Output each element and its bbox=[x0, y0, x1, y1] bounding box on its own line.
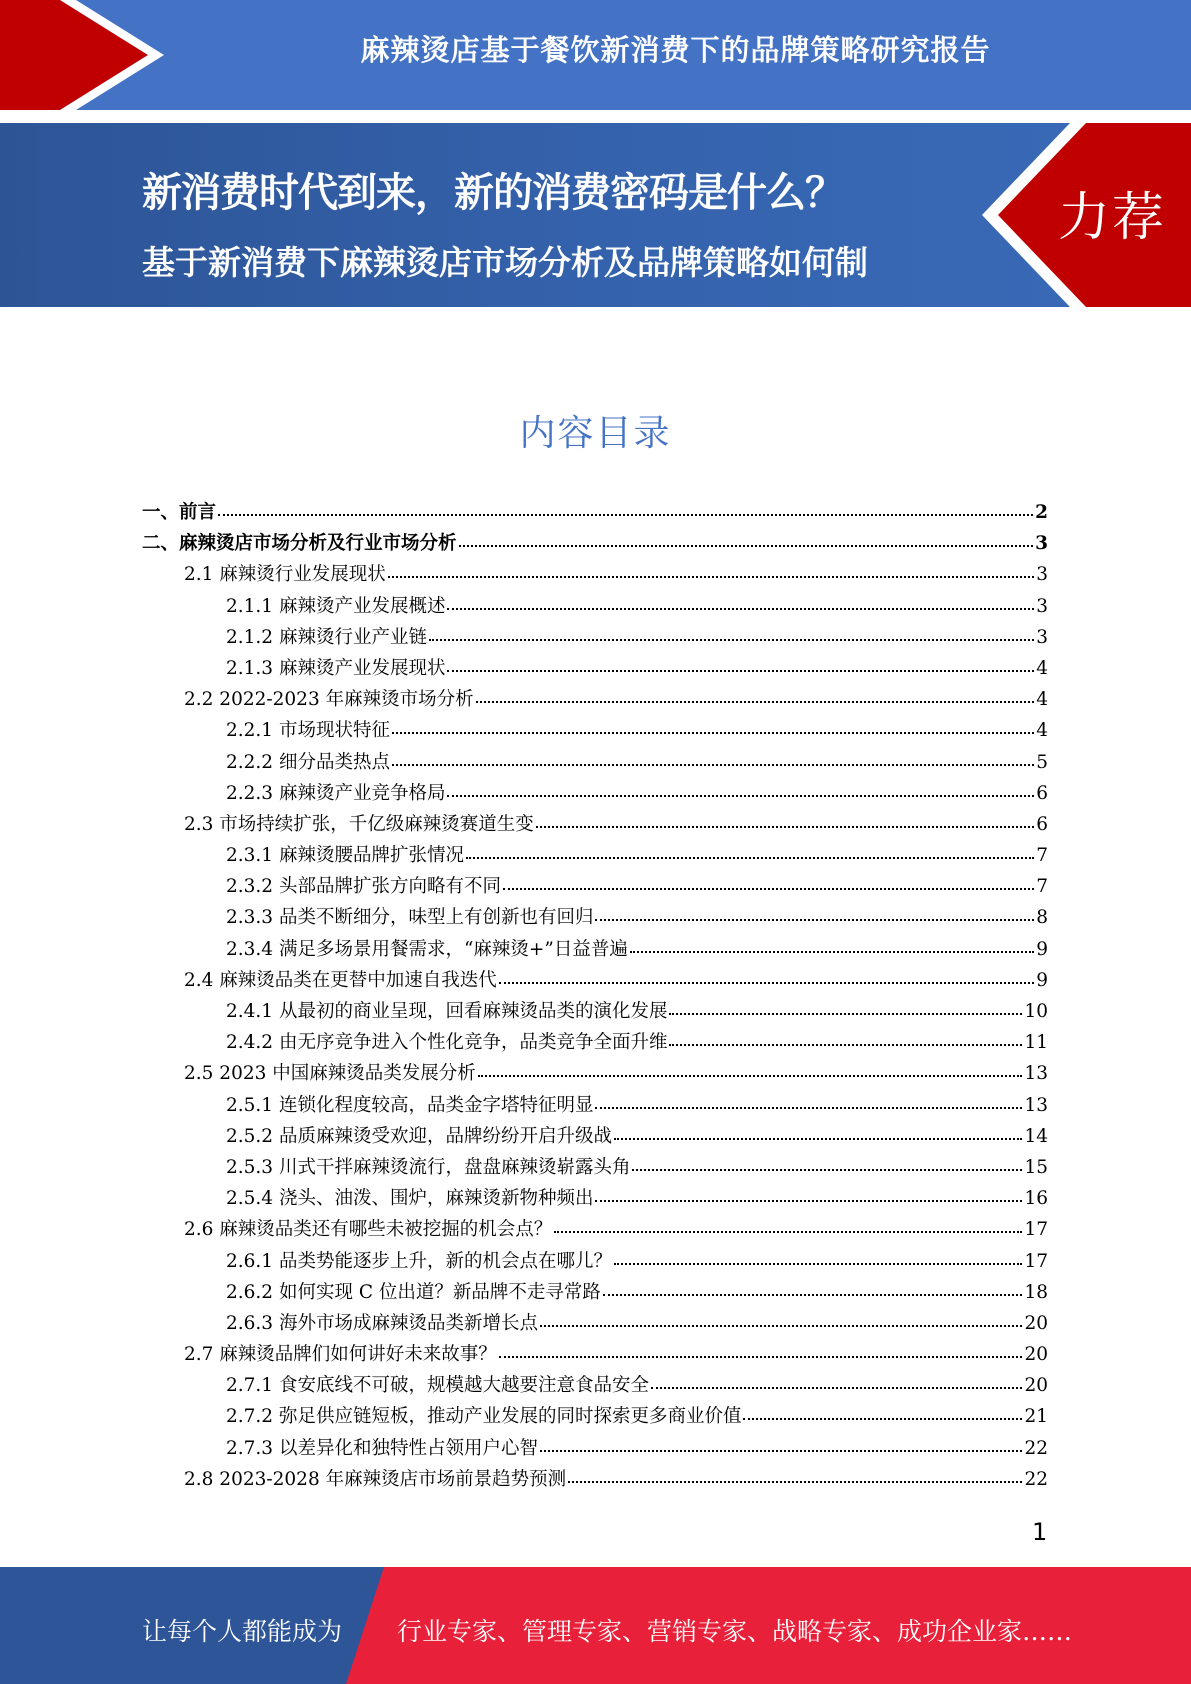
hero-subheadline: 基于新消费下麻辣烫店市场分析及品牌策略如何制定？？？ bbox=[142, 243, 868, 350]
toc-entry-text: 一、前言 bbox=[142, 502, 217, 523]
toc-entry-text: 2.5.3 川式干拌麻辣烫流行，盘盘麻辣烫崭露头角 bbox=[226, 1156, 631, 1178]
toc-entry-text: 2.2.3 麻辣烫产业竞争格局 bbox=[226, 782, 446, 804]
toc-entry-page: 4 bbox=[1036, 720, 1048, 742]
toc-entry[interactable] bbox=[142, 934, 1048, 965]
toc-leader-dots bbox=[536, 818, 1034, 828]
toc-entry-text: 2.3.2 头部品牌扩张方向略有不同 bbox=[226, 876, 501, 898]
toc-leader-dots bbox=[476, 693, 1035, 703]
toc-leader-dots bbox=[614, 1130, 1022, 1140]
toc-leader-dots bbox=[632, 1161, 1022, 1171]
toc-entry[interactable] bbox=[142, 1401, 1048, 1432]
toc-entry[interactable] bbox=[142, 1433, 1048, 1464]
toc-entry-text: 2.3.4 满足多场景用餐需求，“麻辣烫+”日益普遍 bbox=[226, 938, 628, 960]
toc-entry[interactable] bbox=[142, 965, 1048, 996]
toc-entry[interactable] bbox=[142, 1308, 1048, 1339]
toc-entry-page: 21 bbox=[1024, 1406, 1048, 1428]
toc-entry-text: 2.2 2022-2023 年麻辣烫市场分析 bbox=[184, 689, 474, 711]
toc-entry-text: 2.1 麻辣烫行业发展现状 bbox=[184, 564, 386, 586]
toc-entry-page: 9 bbox=[1036, 938, 1048, 960]
toc-entry-text: 2.3.1 麻辣烫腰品牌扩张情况 bbox=[226, 845, 464, 867]
toc-entry-page: 10 bbox=[1024, 1001, 1048, 1022]
toc-entry-page: 2 bbox=[1035, 502, 1048, 523]
toc-entry[interactable] bbox=[142, 497, 1048, 528]
toc-entry-text: 2.2.2 细分品类热点 bbox=[226, 751, 390, 773]
toc-leader-dots bbox=[459, 537, 1034, 547]
toc-entry[interactable] bbox=[142, 1370, 1048, 1401]
toc-entry-page: 20 bbox=[1024, 1312, 1048, 1334]
toc-leader-dots bbox=[614, 1255, 1022, 1265]
toc-entry[interactable] bbox=[142, 528, 1048, 559]
toc-leader-dots bbox=[540, 1442, 1022, 1452]
toc-leader-dots bbox=[499, 1348, 1023, 1358]
toc-entry-page: 17 bbox=[1024, 1219, 1048, 1241]
toc-entry-page: 3 bbox=[1036, 564, 1048, 586]
toc-leader-dots bbox=[478, 1067, 1023, 1077]
toc-entry-text: 2.6.1 品类势能逐步上升，新的机会点在哪儿？ bbox=[226, 1250, 612, 1272]
toc-entry-text: 2.1.3 麻辣烫产业发展现状 bbox=[226, 657, 446, 679]
toc-leader-dots bbox=[447, 662, 1034, 672]
toc-entry-text: 2.7 麻辣烫品牌们如何讲好未来故事？ bbox=[184, 1344, 497, 1366]
toc-entry-page: 13 bbox=[1024, 1094, 1048, 1116]
toc-entry-page: 11 bbox=[1024, 1032, 1048, 1054]
toc-entry-page: 16 bbox=[1024, 1188, 1048, 1210]
toc-entry-text: 2.6.3 海外市场成麻辣烫品类新增长点 bbox=[226, 1312, 538, 1334]
brand-mark: 力荐 bbox=[1058, 188, 1167, 248]
toc-entry-page: 14 bbox=[1024, 1125, 1048, 1147]
toc-entry-page: 20 bbox=[1024, 1375, 1048, 1397]
hero-banner bbox=[0, 123, 1191, 350]
toc-entry-text: 2.7.3 以差异化和独特性占领用户心智 bbox=[226, 1437, 538, 1459]
toc-entry-text: 2.6.2 如何实现 C 位出道？新品牌不走寻常路 bbox=[226, 1281, 601, 1303]
toc-entry[interactable] bbox=[142, 1152, 1048, 1183]
toc-leader-dots bbox=[554, 1223, 1022, 1233]
toc-entry-page: 22 bbox=[1024, 1437, 1048, 1459]
toc-leader-dots bbox=[218, 506, 1033, 516]
toc-entry-text: 2.5.1 连锁化程度较高，品类金字塔特征明显 bbox=[226, 1094, 594, 1116]
toc-entry-page: 8 bbox=[1036, 907, 1048, 929]
footer-slogan-left: 让每个人都能成为 bbox=[142, 1617, 343, 1646]
toc-leader-dots bbox=[447, 600, 1034, 610]
toc-entry-page: 4 bbox=[1036, 657, 1048, 679]
toc-entry-text: 2.3.3 品类不断细分，味型上有创新也有回归 bbox=[226, 907, 594, 929]
toc-entry[interactable] bbox=[142, 591, 1048, 622]
toc-entry-page: 9 bbox=[1036, 969, 1048, 991]
toc-leader-dots bbox=[392, 756, 1034, 766]
hero-headline: 新消费时代到来，新的消费密码是什么？ bbox=[142, 170, 844, 216]
toc-entry-page: 3 bbox=[1036, 626, 1048, 648]
toc-entry[interactable] bbox=[142, 840, 1048, 871]
toc-entry[interactable] bbox=[142, 1464, 1048, 1495]
toc-entry-text: 2.1.2 麻辣烫行业产业链 bbox=[226, 626, 427, 648]
toc-entry[interactable] bbox=[142, 622, 1048, 653]
toc-leader-dots bbox=[447, 787, 1034, 797]
toc-entry[interactable] bbox=[142, 1246, 1048, 1277]
toc-leader-dots bbox=[499, 974, 1034, 984]
toc-entry[interactable] bbox=[142, 902, 1048, 933]
toc-entry-text: 二、麻辣烫店市场分析及行业市场分析 bbox=[142, 533, 457, 555]
toc-entry-text: 2.3 市场持续扩张，千亿级麻辣烫赛道生变 bbox=[184, 813, 534, 835]
toc-entry[interactable] bbox=[142, 559, 1048, 590]
toc-entry[interactable] bbox=[142, 653, 1048, 684]
toc-entry[interactable] bbox=[142, 778, 1048, 809]
top-red-chevron bbox=[0, 0, 160, 110]
toc-entry-text: 2.7.1 食安底线不可破，规模越大越要注意食品安全 bbox=[226, 1375, 649, 1397]
toc-leader-dots bbox=[388, 568, 1034, 578]
toc-entry-page: 13 bbox=[1024, 1063, 1048, 1085]
toc-entry-page: 3 bbox=[1036, 595, 1048, 617]
toc-entry-text: 2.5.4 浇头、油泼、围炉，麻辣烫新物种频出 bbox=[226, 1188, 594, 1210]
toc-entry-text: 2.4.2 由无序竞争进入个性化竞争，品类竞争全面升维 bbox=[226, 1032, 668, 1054]
toc-entry[interactable] bbox=[142, 1183, 1048, 1214]
toc-entry-page: 4 bbox=[1036, 689, 1048, 711]
toc-entry-text: 2.4 麻辣烫品类在更替中加速自我迭代 bbox=[184, 969, 497, 991]
toc-leader-dots bbox=[669, 1005, 1022, 1015]
toc-entry-page: 3 bbox=[1035, 533, 1048, 555]
footer-slogan-right: 行业专家、管理专家、营销专家、战略专家、成功企业家…… bbox=[397, 1617, 1073, 1646]
toc-leader-dots bbox=[540, 1317, 1022, 1327]
toc-leader-dots bbox=[595, 1192, 1022, 1202]
toc-entry[interactable] bbox=[142, 684, 1048, 715]
toc-entry[interactable] bbox=[142, 871, 1048, 902]
toc-entry-text: 2.5 2023 中国麻辣烫品类发展分析 bbox=[184, 1063, 476, 1085]
toc-leader-dots bbox=[568, 1473, 1022, 1483]
toc-entry[interactable] bbox=[142, 1121, 1048, 1152]
toc-entry-text: 2.5.2 品质麻辣烫受欢迎，品牌纷纷开启升级战 bbox=[226, 1125, 612, 1147]
toc-leader-dots bbox=[595, 1099, 1022, 1109]
toc-leader-dots bbox=[503, 880, 1034, 890]
toc-entry-page: 20 bbox=[1024, 1344, 1048, 1366]
toc-entry[interactable] bbox=[142, 1058, 1048, 1089]
toc-entry[interactable] bbox=[142, 996, 1048, 1027]
toc-entry-page: 7 bbox=[1036, 876, 1048, 898]
toc-entry[interactable] bbox=[142, 747, 1048, 778]
report-title: 麻辣烫店基于餐饮新消费下的品牌策略研究报告 bbox=[360, 33, 991, 67]
toc-entry-page: 6 bbox=[1036, 813, 1048, 835]
toc-leader-dots bbox=[603, 1286, 1023, 1296]
toc-entry-page: 7 bbox=[1036, 845, 1048, 867]
toc-entry-text: 2.7.2 弥足供应链短板，推动产业发展的同时探索更多商业价值 bbox=[226, 1406, 742, 1428]
toc-title: 内容目录 bbox=[519, 413, 672, 454]
toc-entry-text: 2.2.1 市场现状特征 bbox=[226, 720, 390, 742]
toc-leader-dots bbox=[429, 631, 1034, 641]
toc-leader-dots bbox=[743, 1410, 1022, 1420]
toc-entry-text: 2.4.1 从最初的商业呈现，回看麻辣烫品类的演化发展 bbox=[226, 1001, 668, 1022]
toc-entry[interactable] bbox=[142, 1277, 1048, 1308]
page-number: 1 bbox=[1032, 1518, 1048, 1546]
toc-entry-page: 15 bbox=[1024, 1156, 1048, 1178]
toc-entry[interactable] bbox=[142, 1027, 1048, 1058]
toc-entry[interactable] bbox=[142, 715, 1048, 746]
toc-entry-page: 22 bbox=[1024, 1468, 1048, 1490]
toc-leader-dots bbox=[392, 724, 1034, 734]
table-of-contents bbox=[142, 497, 1048, 1495]
toc-leader-dots bbox=[669, 1036, 1022, 1046]
toc-entry-text: 2.6 麻辣烫品类还有哪些未被挖掘的机会点？ bbox=[184, 1219, 553, 1241]
toc-entry-page: 6 bbox=[1036, 782, 1048, 804]
toc-entry[interactable] bbox=[142, 1090, 1048, 1121]
toc-entry[interactable] bbox=[142, 1214, 1048, 1245]
toc-leader-dots bbox=[630, 943, 1034, 953]
toc-entry-page: 5 bbox=[1036, 751, 1048, 773]
toc-leader-dots bbox=[595, 911, 1034, 921]
toc-entry-page: 18 bbox=[1024, 1281, 1048, 1303]
toc-entry-text: 2.1.1 麻辣烫产业发展概述 bbox=[226, 595, 446, 617]
toc-entry-text: 2.8 2023-2028 年麻辣烫店市场前景趋势预测 bbox=[184, 1468, 567, 1490]
toc-leader-dots bbox=[466, 849, 1034, 859]
toc-entry[interactable] bbox=[142, 1339, 1048, 1370]
toc-leader-dots bbox=[651, 1379, 1022, 1389]
toc-entry-page: 17 bbox=[1024, 1250, 1048, 1272]
toc-entry[interactable] bbox=[142, 809, 1048, 840]
